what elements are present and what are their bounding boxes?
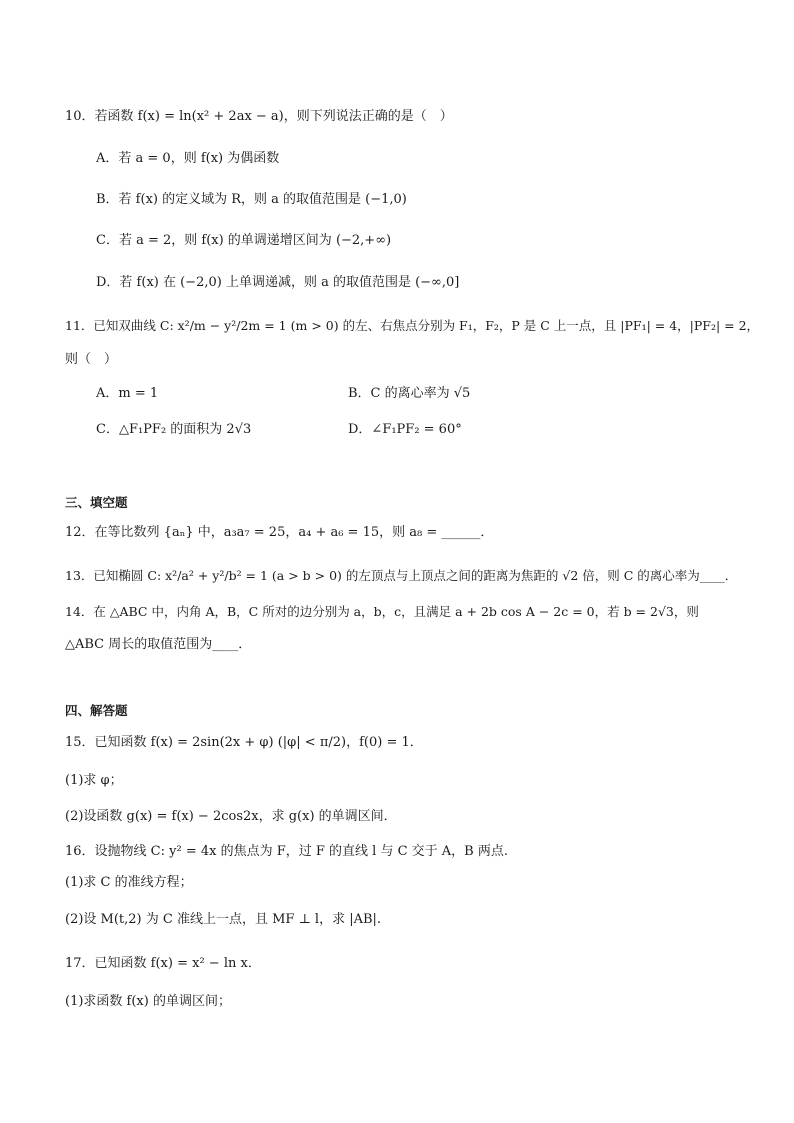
q15-stem: 15．已知函数 f(x) = 2sin(2x + φ) (|φ| < π/2)，f(0) = 1． xyxy=(65,735,423,750)
q12: 12．在等比数列 {aₙ} 中，a₃a₇ = 25，a₄ + a₆ = 15，则 a₈ = ______． xyxy=(65,525,494,540)
q16-part1: (1)求 C 的准线方程； xyxy=(65,875,193,890)
q11-option-a: A．m = 1 xyxy=(96,386,159,401)
q15-part2: (2)设函数 g(x) = f(x) − 2cos2x，求 g(x) 的单调区间． xyxy=(65,809,397,824)
q16-part2: (2)设 M(t,2) 为 C 准线上一点，且 MF ⊥ l，求 |AB|. xyxy=(65,912,382,927)
q17-part1: (1)求函数 f(x) 的单调区间； xyxy=(65,994,231,1009)
q10-stem: 10．若函数 f(x) = ln(x² + 2ax − a)，则下列说法正确的是（ ） xyxy=(65,109,453,124)
q14-line2: △ABC 周长的取值范围为____． xyxy=(65,637,252,652)
section-answer-heading: 四、解答题 xyxy=(65,703,128,718)
q16-stem: 16．设抛物线 C: y² = 4x 的焦点为 F，过 F 的直线 l 与 C 交于 A，B 两点. xyxy=(65,844,508,859)
q11-stem-cont: 则（ ） xyxy=(65,352,118,367)
q10-option-a: A．若 a = 0，则 f(x) 为偶函数 xyxy=(96,151,280,166)
q11-stem: 11．已知双曲线 C: x²/m − y²/2m = 1 (m > 0) 的左、右焦点分别为 F₁，F₂，P 是 C 上一点，且 |PF₁| = 4，|PF₂| = 2， xyxy=(65,318,760,333)
q17-stem: 17．已知函数 f(x) = x² − ln x． xyxy=(65,956,261,971)
q13: 13．已知椭圆 C: x²/a² + y²/b² = 1 (a > b > 0) 的左顶点与上顶点之间的距离为焦距的 √2 倍，则 C 的离心率为____． xyxy=(65,568,738,583)
q11-option-d: D．∠F₁PF₂ = 60° xyxy=(348,422,462,437)
section-fill-in-heading: 三、填空题 xyxy=(65,495,128,510)
q10-option-c: C．若 a = 2，则 f(x) 的单调递增区间为 (−2,+∞) xyxy=(96,233,392,248)
q11-option-c: C．△F₁PF₂ 的面积为 2√3 xyxy=(96,422,252,437)
q11-option-b: B．C 的离心率为 √5 xyxy=(348,386,471,401)
q10-option-d: D．若 f(x) 在 (−2,0) 上单调递减，则 a 的取值范围是 (−∞,0] xyxy=(96,275,460,290)
q15-part1: (1)求 φ； xyxy=(65,773,123,788)
q10-option-b: B．若 f(x) 的定义域为 R，则 a 的取值范围是 (−1,0) xyxy=(96,192,407,207)
q14-line1: 14．在 △ABC 中，内角 A，B，C 所对的边分别为 a，b，c，且满足 a + 2b cos A − 2c = 0，若 b = 2√3，则 xyxy=(65,604,699,619)
